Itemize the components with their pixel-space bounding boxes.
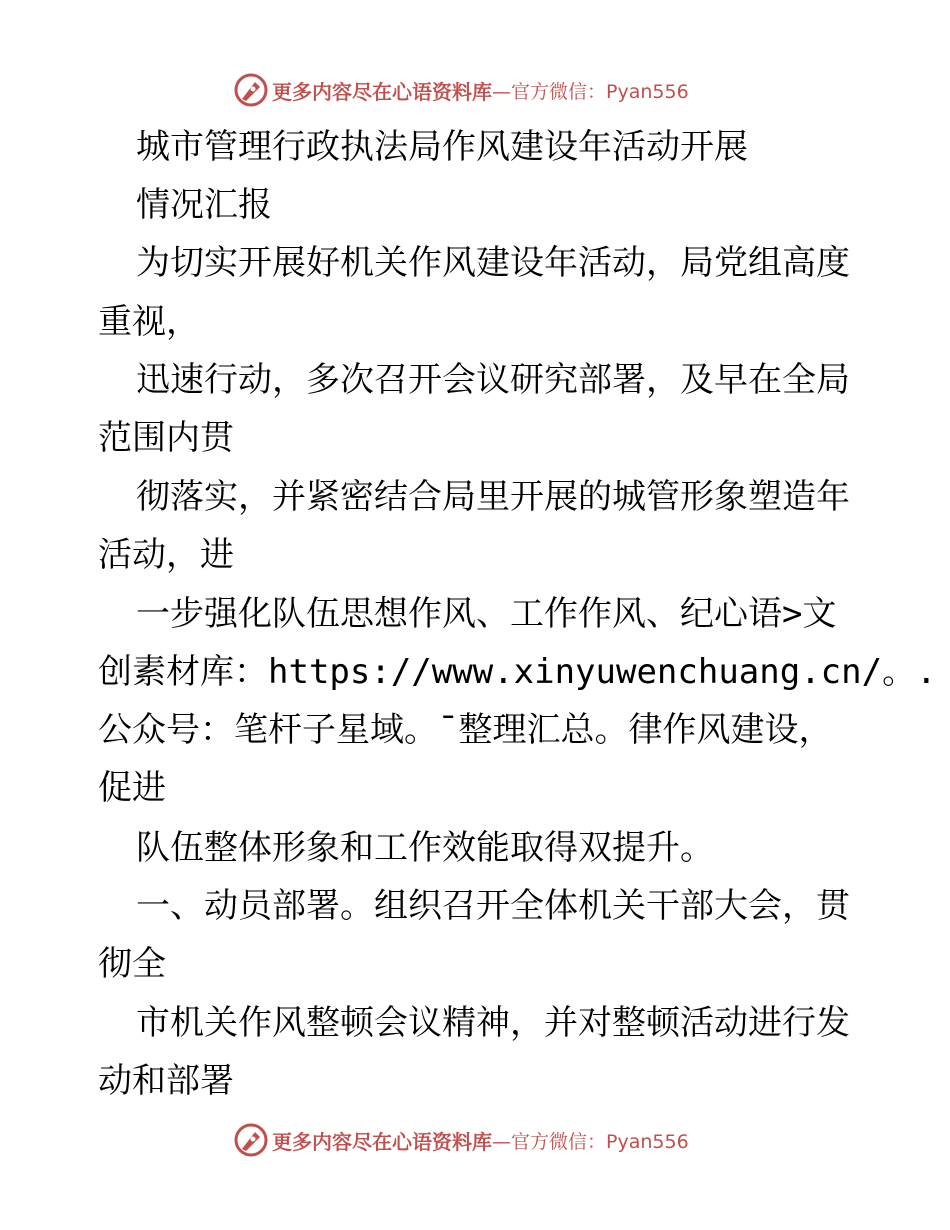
body-line: 市机关作风整顿会议精神，并对整顿活动进行发 <box>136 1003 850 1043</box>
document-title-line-2: 情况汇报 <box>136 185 272 225</box>
banner-contact-text: —官方微信：Pyan556 <box>492 1130 689 1153</box>
body-line: 公众号：笔杆子星域。¯整理汇总。律作风建设， <box>98 710 833 750</box>
document-title-line-1: 城市管理行政执法局作风建设年活动开展 <box>136 127 748 167</box>
banner-brand-text: 更多内容尽在心语资料库 <box>272 79 492 104</box>
body-line: 为切实开展好机关作风建设年活动，局党组高度 <box>136 243 850 283</box>
banner-brand-text: 更多内容尽在心语资料库 <box>272 1129 492 1154</box>
header-banner <box>234 70 689 110</box>
body-line: 彻落实，并紧密结合局里开展的城管形象塑造年 <box>136 477 850 517</box>
body-line: 范围内贯 <box>98 418 234 458</box>
body-line: 迅速行动，多次召开会议研究部署，及早在全局 <box>136 360 850 400</box>
body-line: 一、动员部署。组织召开全体机关干部大会，贯 <box>136 886 850 926</box>
pen-nib-logo-icon <box>234 1123 268 1157</box>
body-line: 一步强化队伍思想作风、工作作风、纪心语>文 <box>136 594 837 634</box>
body-line: 活动，进 <box>98 535 234 575</box>
body-line: 创素材库：https://www.xinyuwenchuang.cn/。. <box>98 652 937 692</box>
body-line: 动和部署 <box>98 1061 234 1101</box>
footer-banner <box>234 1120 689 1160</box>
body-line: 队伍整体形象和工作效能取得双提升。 <box>136 828 714 868</box>
banner-contact-text: —官方微信：Pyan556 <box>492 80 689 103</box>
body-line: 彻全 <box>98 944 166 984</box>
body-line: 重视， <box>98 302 200 342</box>
pen-nib-logo-icon <box>234 73 268 107</box>
body-line: 促进 <box>98 768 166 808</box>
